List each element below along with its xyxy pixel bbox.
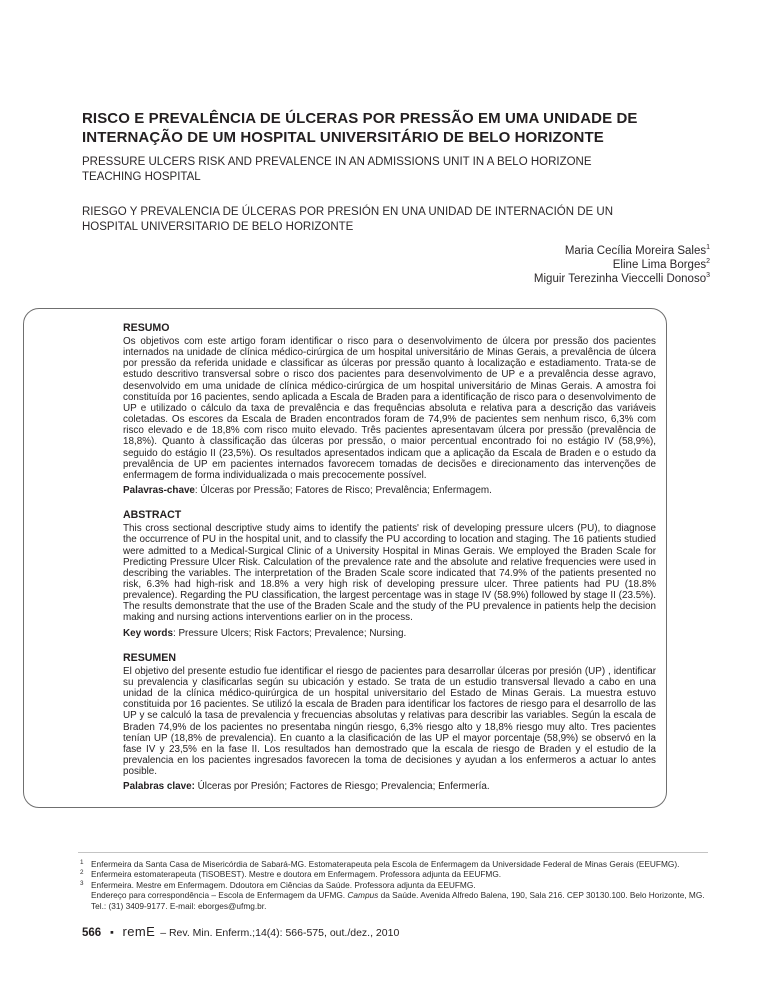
author-name: Eline Lima Borges [612, 258, 707, 271]
resumo-heading: RESUMO [123, 322, 170, 334]
author-line [534, 273, 710, 287]
author-footnote-mark: 1 [706, 244, 710, 252]
journal-citation: – Rev. Min. Enferm.;14(4): 566-575, out./dez., 2010 [160, 927, 400, 939]
footnote-mark: 3 [80, 879, 84, 887]
resumo-section [123, 322, 656, 496]
abstract-heading: ABSTRACT [123, 509, 182, 522]
campus-italic: Campus [347, 890, 379, 901]
keywords-list: : Pressure Ulcers; Risk Factors; Prevalence; Nursing. [172, 627, 407, 639]
footnote-mark: 1 [80, 859, 84, 866]
keywords-list: Úlceras por Presión; Factores de Riesgo; Prevalencia; Enfermería. [194, 781, 490, 793]
footnote-text-line: Enfermeira. Mestre em Enfermagem. Ddoutora em Ciências da Saúde. Professora adjunta da EEUFMG. [91, 879, 476, 890]
footnote-1 [80, 859, 710, 869]
footnote-divider [78, 852, 708, 853]
article-title-spanish: RIESGO Y PREVALENCIA DE ÚLCERAS POR PRESIÓN EN UNA UNIDAD DE INTERNACIÓN DE UN HOSPITAL UNIVERSITARIO DE BELO HORIZONTE [82, 206, 614, 233]
keywords-label: Palavras-chave [123, 485, 195, 497]
keywords-list: : Úlceras por Pressão; Fatores de Risco; Prevalência; Enfermagem. [194, 485, 492, 497]
journal-logo: remE [122, 924, 156, 939]
footnote-text: Enfermeira estomaterapeuta (TiSOBEST). Mestre e doutora em Enfermagem. Professora adjunta da EEUFMG. [91, 869, 502, 880]
resumen-heading: RESUMEN [123, 651, 176, 664]
abstracts-box [23, 308, 667, 808]
footnote-2 [80, 869, 710, 879]
footnote-text: Enfermeira da Santa Casa de Misericórdia de Sabará-MG. Estomaterapeuta pela Escola de Enfermagem da Universidade Federal de Minas Gerais (EEUFMG). [91, 859, 680, 869]
author-footnote-mark: 3 [706, 271, 710, 279]
author-name: Maria Cecília Moreira Sales [564, 245, 707, 257]
author-line [534, 245, 710, 259]
footnote-3 [80, 880, 710, 911]
page-number: 566 [82, 927, 102, 939]
footnote-text [91, 880, 710, 911]
resumen-body: El objetivo del presente estudio fue identificar el riesgo de pacientes para desarrollar úlceras por presión (UP) , identificar su prevalencia y clasificarlas según su ubicación y estado. Se trata de un estudio transversal llevado a cabo en una unidad de la clínica médico-quirúrgica de un hospital universitario del Estado de Minas Gerais. La muestra estuvo constituida por 16 pacientes. Se utilizó la escala de Braden para identificar los factores de riesgo para el desarrollo de las UP y se calculó la tasa de prevalencia y frecuencias absolutas y relativas para describir las variables. Según la escala de Braden 74,9% de los pacientes no presentaba ningún riesgo, 6,3% riesgo alto y 18,8% riesgo muy alto. Tres pacientes tenían UP (18,8% de prevalencia). En cuanto a la clasificación de las UP el mayor porcentaje (58,9%) se observó en la fase IV y 23,5% en la fase II. Los resultados han demostrado que la escala de riesgo de Braden y el estudio de la prevalencia en los pacientes ingresados favorecen la toma de decisiones y ayudan a los enfermeros a actuar lo antes posible. [123, 665, 656, 778]
square-bullet-icon: ■ [110, 930, 114, 936]
author-line [534, 259, 710, 273]
abstract-section [123, 509, 656, 639]
footnote-mark: 2 [80, 869, 84, 877]
resumo-body: Os objetivos com este artigo foram identificar o risco para o desenvolvimento de úlcera por pressão dos pacientes internados na unidade de clínica médico-cirúrgica de um hospital universitário de Minas Gerais, a prevalência de úlcera por pressão da referida unidade e classificar as úlceras por pressão quanto à localização e estadiamento. Trata-se de estudo descritivo transversal sobre o risco dos pacientes para desenvolvimento de UP e a prevalência desse agravo, desenvolvido em uma unidade de clínica médico-cirúrgica de um hospital universitário de Minas Gerais. A amostra foi constituída por 16 pacientes, sendo aplicada a Escala de Braden para a identificação de risco para o desenvolvimento de UP e utilizado o cálculo da taxa de prevalência e das frequências absoluta e relativa para a descrição das variáveis coletadas. Os escores da Escala de Braden encontrados foram de 74,9% de pacientes sem nenhum risco, 6,3% com risco elevado e de 18,8% com risco muito elevado. Três pacientes apresentavam úlcera por pressão (prevalência de 18,8%). Quanto à classificação das úlceras por pressão, o maior percentual encontrado foi no estágio IV (58,9%), seguido do estágio II (23,5%). Os resultados apresentados indicam que a aplicação da Escala de Braden e o estudo da prevalência de UP em pacientes internados favorecem tomadas de decisões e direcionamento das intervenções de enfermagem de forma individualizada o mais precocemente possível. [123, 336, 656, 481]
article-title-portuguese: RISCO E PREVALÊNCIA DE ÚLCERAS POR PRESSÃO EM UMA UNIDADE DE INTERNAÇÃO DE UM HOSPITAL UNIVERSITÁRIO DE BELO HORIZONTE [82, 110, 638, 147]
page-footer [82, 924, 399, 939]
abstract-body: This cross sectional descriptive study aims to identify the patients' risk of developing pressure ulcers (PU), to diagnose the occurrence of PU in the hospital unit, and to classify the PU according to location and staging. The 16 patients studied were admitted to a Medical-Surgical Clinic of a University Hospital in Minas Gerais. We employed the Braden Scale for Predicting Pressure Ulcer Risk. Calculation of the prevalence rate and the absolute and relative frequencies were used in describing the variables. The interpretation of the Braden Scale score indicated that 74.9% of the patients presented no risk, 6.3% had high-risk and 18.8% a very high risk of developing pressure ulcer. Three patients had PU (18.8% prevalence). Regarding the PU classification, the largest percentage was in stage IV (58.9%) followed by stage II (23.5%). The results demonstrate that the use of the Braden Scale and the study of the PU prevalence in patients help the decision making and nursing actions interventions earlier on in the process. [123, 523, 656, 624]
resumen-keywords [123, 781, 656, 792]
article-title-english: PRESSURE ULCERS RISK AND PREVALENCE IN AN ADMISSIONS UNIT IN A BELO HORIZONE TEACHING HOSPITAL [82, 156, 592, 183]
footnotes-block [80, 859, 710, 911]
author-name: Miguir Terezinha Vieccelli Donoso [533, 272, 707, 285]
keywords-label: Palabras clave: [123, 781, 195, 793]
author-list [534, 245, 710, 286]
abstract-keywords [123, 628, 656, 639]
keywords-label: Key words [123, 627, 173, 639]
author-footnote-mark: 2 [706, 257, 710, 265]
resumo-keywords [123, 485, 656, 496]
resumen-section [123, 652, 656, 793]
correspondence-address: Endereço para correspondência – Escola de Enfermagem da UFMG. Campus da Saúde. Avenida Alfredo Balena, 190, Sala 216. CEP 30130.100. Belo Horizonte, MG. Tel.: (31) 3409-9177. E-mail: eborges@ufmg.br. [91, 890, 705, 911]
